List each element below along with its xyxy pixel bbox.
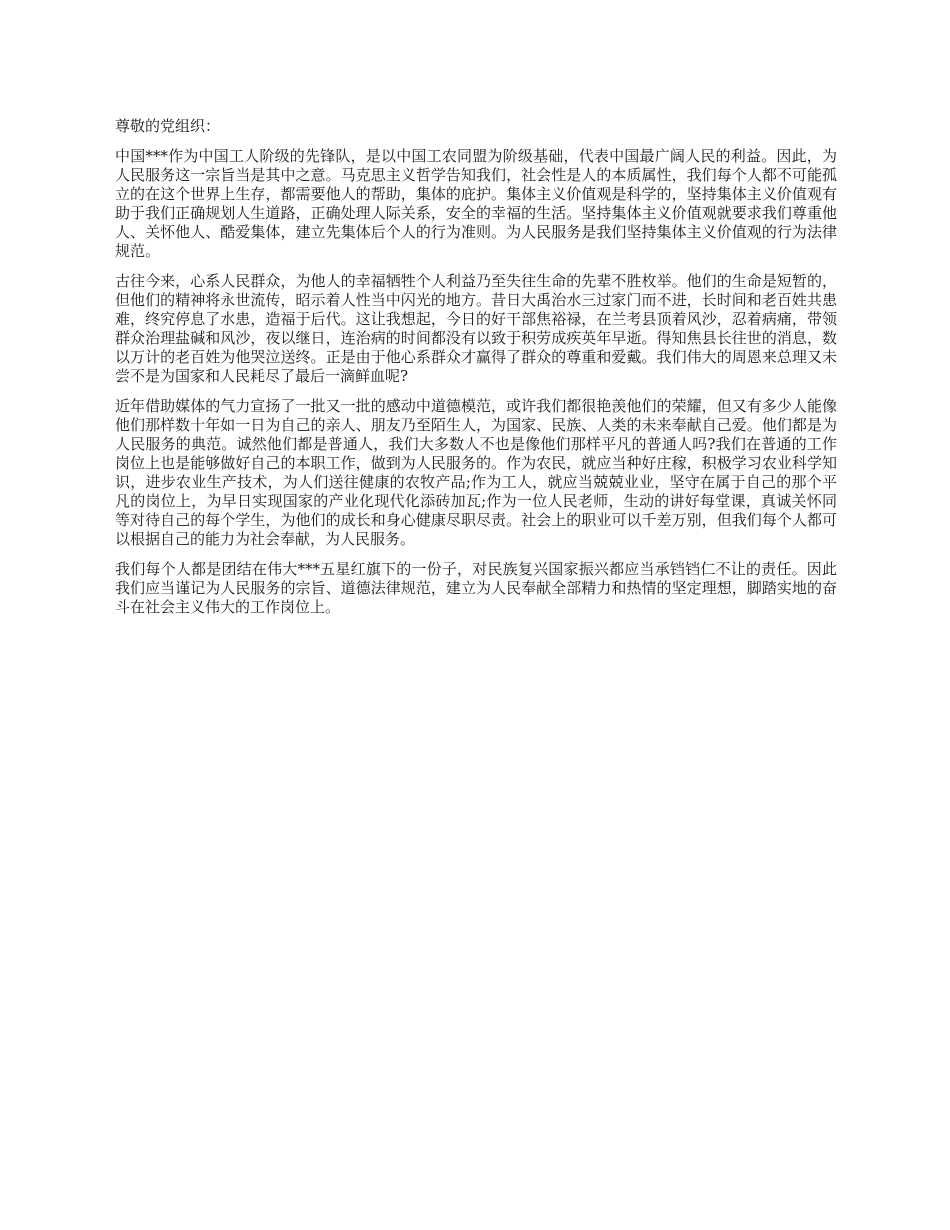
- paragraph-1: 中国***作为中国工人阶级的先锋队，是以中国工农同盟为阶级基础，代表中国最广阔人民的利益。因此，为人民服务这一宗旨当是其中之意。马克思主义哲学告知我们，社会性是人的本质属性，我们每个人都不可能孤立的在这个世界上生存，都需要他人的帮助，集体的庇护。集体主义价值观是科学的，坚持集体主义价值观有助于我们正确规划人生道路，正确处理人际关系，安全的幸福的生活。坚持集体主义价值观就要求我们尊重他人、关怀他人、酷爱集体，建立先集体后个人的行为准则。为人民服务是我们坚持集体主义价值观的行为法律规范。: [115, 147, 837, 260]
- paragraph-3: 近年借助媒体的气力宣扬了一批又一批的感动中道德模范，或许我们都很艳羡他们的荣耀，但又有多少人能像他们那样数十年如一日为自己的亲人、朋友乃至陌生人，为国家、民族、人类的未来奉献自己爱。他们都是为人民服务的典范。诚然他们都是普通人，我们大多数人不也是像他们那样平凡的普通人吗?我们在普通的工作岗位上也是能够做好自己的本职工作，做到为人民服务的。作为农民，就应当种好庄稼，积极学习农业科学知识，进步农业生产技术，为人们送往健康的农牧产品;作为工人，就应当兢兢业业，坚守在属于自己的那个平凡的岗位上，为早日实现国家的产业化现代化添砖加瓦;作为一位人民老师，生动的讲好每堂课，真诚关怀同等对待自己的每个学生，为他们的成长和身心健康尽职尽责。社会上的职业可以千差万别，但我们每个人都可以根据自己的能力为社会奉献，为人民服务。: [115, 397, 837, 548]
- paragraph-2: 古往今来，心系人民群众，为他人的幸福牺牲个人利益乃至失往生命的先辈不胜枚举。他们的生命是短暂的，但他们的精神将永世流传，昭示着人性当中闪光的地方。昔日大禹治水三过家门而不进，长时间和老百姓共患难，终究停息了水患，造福于后代。这让我想起，今日的好干部焦裕禄，在兰考县顶着风沙，忍着病痛，带领群众治理盐碱和风沙，夜以继日，连治病的时间都没有以致于积劳成疾英年早逝。得知焦县长往世的消息，数以万计的老百姓为他哭泣送终。正是由于他心系群众才赢得了群众的尊重和爱戴。我们伟大的周恩来总理又未尝不是为国家和人民耗尽了最后一滴鲜血呢?: [115, 272, 837, 385]
- salutation: 尊敬的党组织：: [115, 117, 221, 135]
- paragraph-4: 我们每个人都是团结在伟大***五星红旗下的一份子，对民族复兴国家振兴都应当承铛铛仁不让的责任。因此我们应当谨记为人民服务的宗旨、道德法律规范，建立为人民奉献全部精力和热情的坚定理想，脚踏实地的奋斗在社会主义伟大的工作岗位上。: [115, 560, 837, 616]
- document-page: [115, 117, 837, 628]
